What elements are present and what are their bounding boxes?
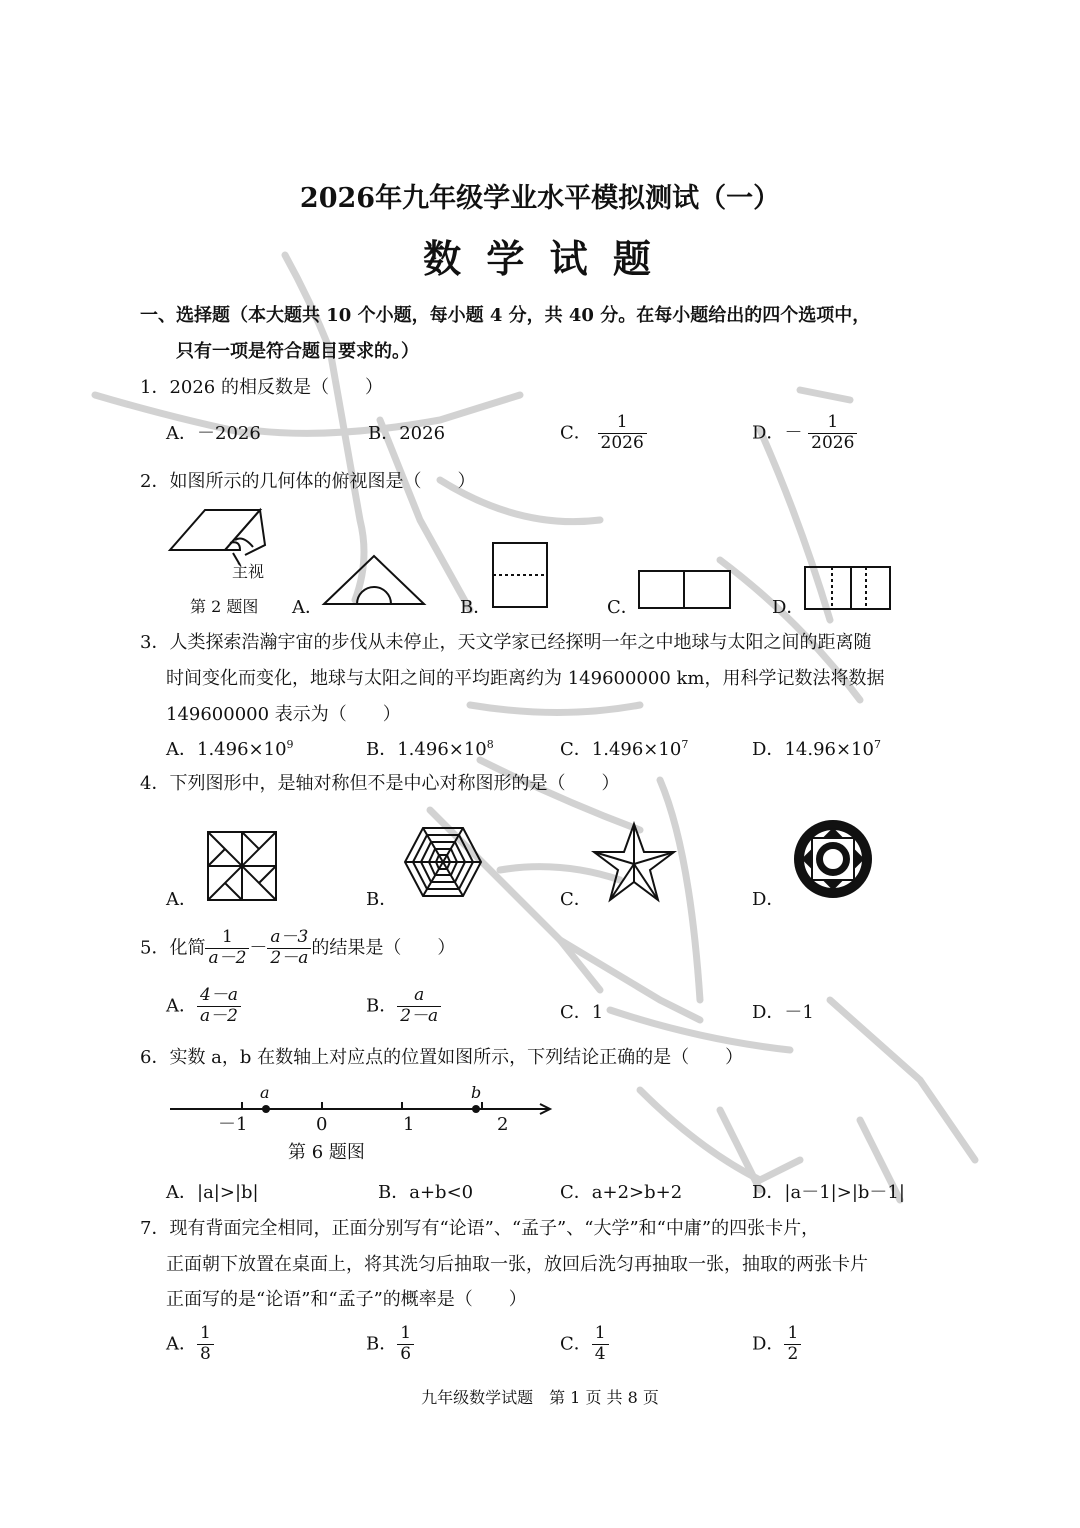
q7-d-fraction	[784, 1324, 801, 1364]
q1-d-sign: －	[784, 422, 803, 444]
q1-c-num: 1	[598, 413, 647, 434]
q7-option-a	[166, 1324, 214, 1364]
q7-d-den: 2	[787, 1343, 799, 1364]
exam-title: 2026年九年级学业水平模拟测试（一）	[299, 183, 781, 214]
exam-subject-title: 数 学 试 题	[423, 236, 657, 281]
q1-c-label: C．	[560, 422, 592, 444]
q3-option-d	[752, 738, 881, 761]
q6-option-b: B．a+b<0	[378, 1182, 474, 1203]
q7-d-label: D．	[752, 1333, 785, 1355]
q2-stem: 2．如图所示的几何体的俯视图是（ ）	[140, 471, 476, 492]
q3-option-b	[366, 738, 494, 761]
q2-option-d: D．	[772, 597, 805, 618]
q5-minus: －	[249, 937, 268, 959]
q7-b-den: 6	[400, 1343, 412, 1364]
q7-stem-line2: 正面朝下放置在桌面上，将其洗匀后抽取一张，放回后洗匀再抽取一张，抽取的两张卡片	[166, 1254, 868, 1275]
q3-a-base: 1.496×10	[197, 739, 287, 760]
q3-a-label: A．	[166, 739, 197, 760]
q5-fraction-1	[205, 928, 249, 968]
q2-option-b: B．	[460, 597, 492, 618]
q5-fraction-2	[267, 928, 311, 968]
q7-stem-line3: 正面写的是“论语”和“孟子”的概率是（ ）	[166, 1289, 527, 1310]
q3-stem-line2: 时间变化而变化，地球与太阳之间的平均距离约为 149600000 km，用科学记数法将数据	[166, 668, 885, 689]
q2-view-label: 主视	[232, 562, 265, 581]
q5-a-num: 4－a	[197, 986, 241, 1007]
q1-option-a: A．－2026	[166, 423, 261, 444]
q3-option-c	[560, 738, 688, 761]
q2-option-c: C．	[607, 597, 639, 618]
q5-option-c: C．1	[560, 1002, 604, 1023]
q5-f1-den: a－2	[208, 947, 247, 968]
q5-option-d: D．－1	[752, 1002, 814, 1023]
q1-option-c	[560, 413, 647, 453]
q1-d-label: D．	[752, 422, 785, 444]
q4-option-c: C．	[560, 889, 592, 910]
q3-d-exp: 7	[873, 738, 881, 751]
q7-option-c	[560, 1324, 609, 1364]
q4-d-circle-figure	[792, 818, 874, 900]
q6-option-a: A．|a|>|b|	[166, 1182, 259, 1203]
q4-b-hexagon-figure	[403, 826, 483, 898]
q1-option-d	[752, 413, 857, 453]
q3-c-exp: 7	[681, 738, 689, 751]
q3-a-exp: 9	[286, 738, 294, 751]
q5-suffix: 的结果是（ ）	[311, 937, 456, 959]
q7-c-den: 4	[594, 1343, 606, 1364]
q5-b-label: B．	[366, 995, 398, 1017]
q2-figure-caption: 第 2 题图	[190, 597, 259, 616]
q5-option-a	[166, 986, 241, 1026]
q1-c-den: 2026	[600, 432, 644, 453]
q7-a-den: 8	[200, 1343, 211, 1364]
q6-option-d: D．|a－1|>|b－1|	[752, 1182, 905, 1203]
q2-option-a: A．	[292, 597, 323, 618]
q3-stem-line3: 149600000 表示为（ ）	[166, 704, 401, 725]
q5-f1-num: 1	[205, 928, 249, 949]
section-heading: 一、选择题（本大题共 10 个小题，每小题 4 分，共 40 分。在每小题给出的四个选项中，	[140, 305, 871, 326]
q2-d-figure	[804, 566, 892, 612]
q4-stem: 4．下列图形中，是轴对称但不是中心对称图形的是（ ）	[140, 773, 620, 794]
q4-option-b: B．	[366, 889, 398, 910]
q3-d-base: 14.96×10	[784, 739, 874, 760]
q3-b-base: 1.496×10	[397, 739, 487, 760]
q7-option-b	[366, 1324, 414, 1364]
q7-b-fraction	[397, 1324, 414, 1364]
q7-b-label: B．	[366, 1333, 398, 1355]
q5-f2-num: a－3	[267, 928, 311, 949]
q7-a-fraction	[197, 1324, 214, 1364]
q3-c-base: 1.496×10	[591, 739, 682, 760]
q5-prefix: 5．化简	[140, 937, 206, 959]
q4-a-pinwheel-figure	[206, 830, 278, 902]
q4-option-d: D．	[752, 889, 785, 910]
q6-tick-1: 1	[403, 1114, 415, 1135]
q4-option-a: A．	[166, 889, 197, 910]
q7-d-num: 1	[784, 1324, 801, 1345]
q6-tick-minus1: －1	[218, 1114, 248, 1135]
q6-tick-0: 0	[316, 1114, 328, 1135]
q1-d-num: 1	[808, 413, 857, 434]
q1-stem: 1．2026 的相反数是（ ）	[140, 377, 383, 398]
q6-stem: 6．实数 a，b 在数轴上对应点的位置如图所示，下列结论正确的是（ ）	[140, 1047, 744, 1068]
q7-stem-line1: 7．现有背面完全相同，正面分别写有“论语”、“孟子”、“大学”和“中庸”的四张卡片，	[140, 1218, 820, 1239]
q6-point-a-label: a	[260, 1083, 270, 1102]
section-heading-cont: 只有一项是符合题目要求的。）	[176, 341, 419, 362]
q5-a-den: a－2	[200, 1005, 238, 1026]
q2-a-figure	[322, 552, 427, 607]
q6-point-b-label: b	[471, 1083, 482, 1102]
q1-d-fraction	[808, 413, 857, 453]
q7-b-num: 1	[397, 1324, 414, 1345]
q1-c-fraction	[598, 413, 647, 453]
q3-c-label: C．	[560, 739, 592, 760]
q5-f2-den: 2－a	[270, 947, 309, 968]
q2-c-figure	[638, 570, 732, 610]
q3-b-label: B．	[366, 739, 398, 760]
page-footer: 九年级数学试题 第 1 页 共 8 页	[421, 1388, 659, 1407]
q3-d-label: D．	[752, 739, 785, 760]
q6-point-a-dot	[262, 1105, 270, 1113]
q2-b-figure	[492, 542, 548, 608]
q1-option-b: B．2026	[368, 423, 446, 444]
q6-figure-caption: 第 6 题图	[288, 1142, 365, 1163]
q6-tick-2: 2	[497, 1114, 509, 1135]
q7-option-d	[752, 1324, 801, 1364]
q5-a-fraction	[197, 986, 241, 1026]
q3-stem-line1: 3．人类探索浩瀚宇宙的步伐从未停止，天文学家已经探明一年之中地球与太阳之间的距离随	[140, 632, 872, 653]
q1-d-den: 2026	[811, 432, 855, 453]
q3-option-a	[166, 738, 294, 761]
q5-option-b	[366, 986, 441, 1026]
q7-c-label: C．	[560, 1333, 592, 1355]
q6-point-b-dot	[472, 1105, 480, 1113]
q7-a-num: 1	[197, 1324, 214, 1345]
q7-c-num: 1	[592, 1324, 609, 1345]
q4-c-star-figure	[592, 822, 676, 902]
q7-c-fraction	[592, 1324, 609, 1364]
q5-a-label: A．	[166, 995, 197, 1017]
q5-b-fraction	[397, 986, 441, 1026]
q3-b-exp: 8	[486, 738, 494, 751]
q6-option-c: C．a+2>b+2	[560, 1182, 683, 1203]
q5-b-den: 2－a	[400, 1005, 439, 1026]
q7-a-label: A．	[166, 1333, 197, 1355]
q5-b-num: a	[397, 986, 441, 1007]
q5-stem	[140, 928, 455, 968]
